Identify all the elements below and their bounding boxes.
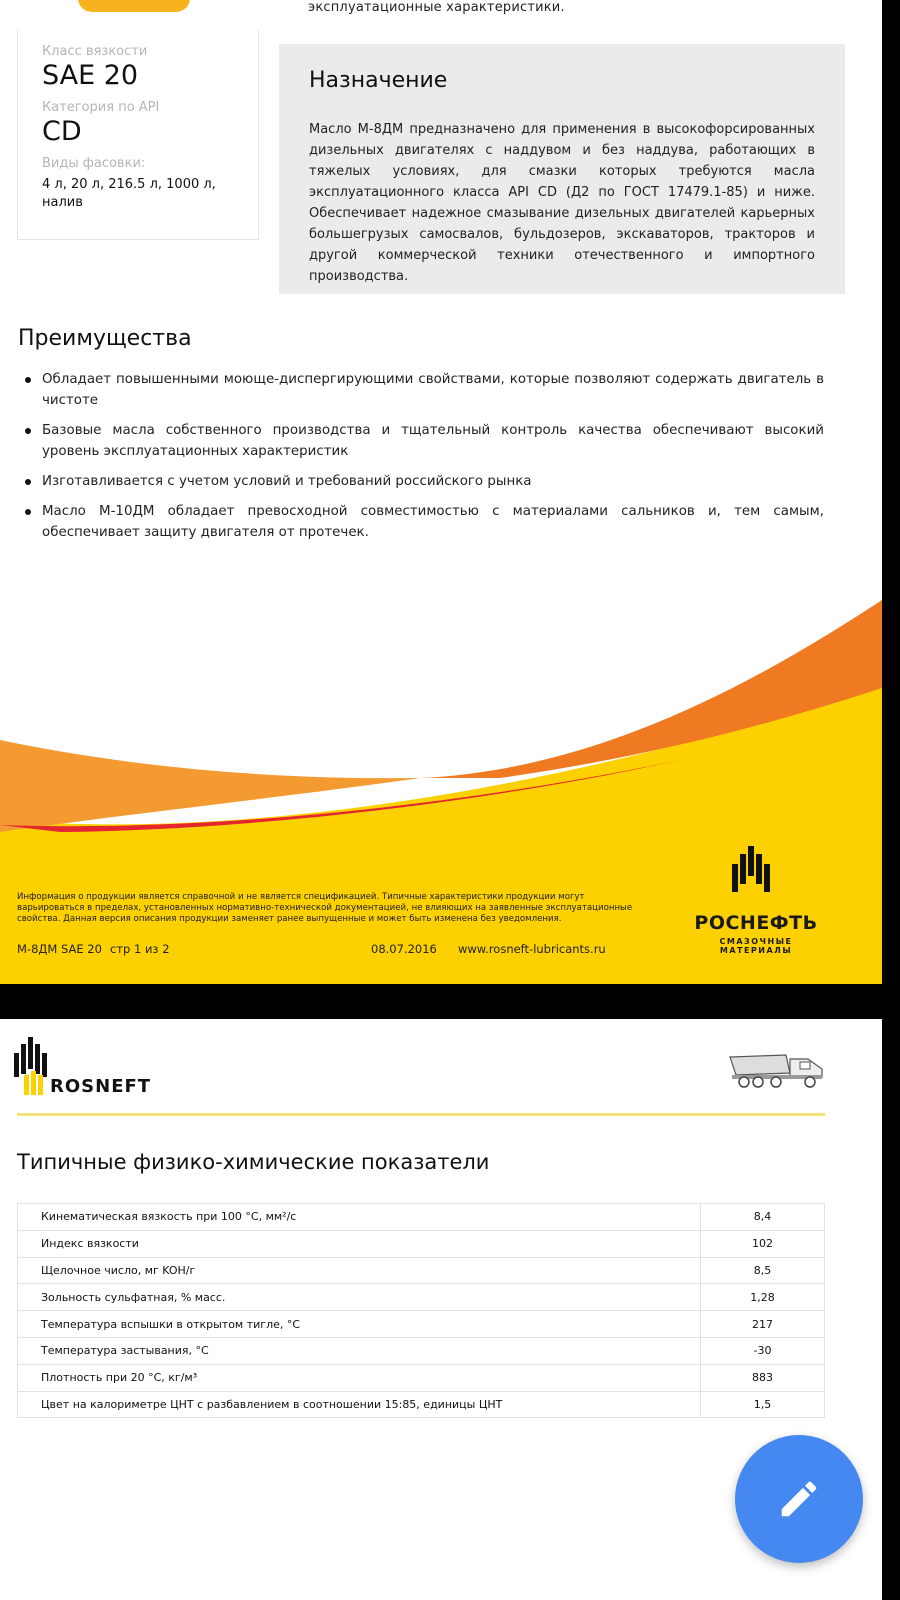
property-name: Температура вспышки в открытом тигле, °C bbox=[18, 1311, 701, 1338]
property-name: Щелочное число, мг KOH/г bbox=[18, 1257, 701, 1284]
purpose-title: Назначение bbox=[309, 68, 448, 93]
table-row bbox=[18, 1364, 825, 1391]
packaging-value: 4 л, 20 л, 216.5 л, 1000 л, налив bbox=[42, 177, 216, 210]
list-item: Базовые масла собственного производства и тщательный контроль качества обеспечивают высокий уровень эксплуатационных характеристик bbox=[18, 420, 824, 462]
table-row bbox=[18, 1284, 825, 1311]
property-value: 217 bbox=[701, 1311, 825, 1338]
table-row bbox=[18, 1204, 825, 1231]
spec-card bbox=[17, 30, 259, 240]
advantages-section bbox=[18, 326, 824, 552]
list-item: Изготавливается с учетом условий и требований российского рынка bbox=[18, 471, 824, 492]
page-title: Типичные физико-химические показатели bbox=[17, 1150, 490, 1174]
brand-subtitle: СМАЗОЧНЫЕ МАТЕРИАЛЫ bbox=[719, 937, 793, 955]
properties-table bbox=[17, 1203, 825, 1418]
viscosity-value: SAE 20 bbox=[42, 60, 139, 91]
disclaimer-text: Информация о продукции является справочной и не является спецификацией. Типичные характеристики продукции могут варьироваться в пределах, установленных нормативно-технической документацией, не влияющих на заявленные эксплуатационные свойства. Данная версия описания продукции заменяет ранее выпущенные и может быть изменена без уведомления. bbox=[17, 892, 633, 924]
property-value: 8,4 bbox=[701, 1204, 825, 1231]
property-name: Кинематическая вязкость при 100 °C, мм²/с bbox=[18, 1204, 701, 1231]
advantages-title: Преимущества bbox=[18, 326, 192, 351]
property-name: Зольность сульфатная, % масс. bbox=[18, 1284, 701, 1311]
purpose-section bbox=[279, 44, 845, 294]
property-name: Цвет на калориметре ЦНТ с разбавлением в соотношении 15:85, единицы ЦНТ bbox=[18, 1391, 701, 1418]
truncated-text: эксплуатационные характеристики. bbox=[308, 0, 565, 15]
footer-page: стр 1 из 2 bbox=[110, 942, 170, 956]
table-row bbox=[18, 1337, 825, 1364]
brand-name-latin: ROSNEFT bbox=[50, 1076, 152, 1097]
purpose-text: Масло М-8ДМ предназначено для применения в высокофорсированных дизельных двигателях с наддувом и без наддува, работающих в тяжелых условиях, для смазки которых требуются масла эксплуатационного класса API CD (Д2 по ГОСТ 17479.1-85) и ниже. Обеспечивает надежное смазывание дизельных двигателей карьерных большегрузых самосвалов, бульдозеров, экскаваторов, тракторов и другой коммерческой техники отечественного и импортного производства. bbox=[309, 122, 815, 284]
product-can-image bbox=[78, 0, 190, 12]
property-name: Температура застывания, °C bbox=[18, 1337, 701, 1364]
property-value: 1,28 bbox=[701, 1284, 825, 1311]
property-name: Плотность при 20 °C, кг/м³ bbox=[18, 1364, 701, 1391]
table-row bbox=[18, 1257, 825, 1284]
property-value: 883 bbox=[701, 1364, 825, 1391]
table-row bbox=[18, 1311, 825, 1338]
property-value: 8,5 bbox=[701, 1257, 825, 1284]
list-item: Обладает повышенными моюще-диспергирующими свойствами, которые позволяют содержать двигатель в чистоте bbox=[18, 369, 824, 411]
dump-truck-icon bbox=[728, 1049, 826, 1089]
property-name: Индекс вязкости bbox=[18, 1230, 701, 1257]
api-value: CD bbox=[42, 116, 82, 147]
property-value: 1,5 bbox=[701, 1391, 825, 1418]
list-item: Масло М-10ДМ обладает превосходной совместимостью с материалами сальников и, тем самым, обеспечивает защиту двигателя от протечек. bbox=[18, 501, 824, 543]
pencil-icon bbox=[776, 1476, 822, 1522]
header-divider bbox=[17, 1113, 825, 1116]
footer-website: www.rosneft-lubricants.ru bbox=[458, 942, 606, 956]
viscosity-label: Класс вязкости bbox=[42, 44, 148, 59]
table-row bbox=[18, 1391, 825, 1418]
footer-product: М-8ДМ SAE 20 bbox=[17, 942, 102, 956]
scrollbar[interactable] bbox=[882, 0, 900, 1600]
footer-date: 08.07.2016 bbox=[371, 942, 437, 956]
packaging-label: Виды фасовки: bbox=[42, 156, 146, 171]
property-value: -30 bbox=[701, 1337, 825, 1364]
property-value: 102 bbox=[701, 1230, 825, 1257]
table-row bbox=[18, 1230, 825, 1257]
brand-name: РОСНЕФТЬ bbox=[694, 912, 818, 934]
edit-button[interactable] bbox=[735, 1435, 863, 1563]
advantages-list bbox=[18, 369, 824, 543]
api-label: Категория по API bbox=[42, 100, 160, 115]
